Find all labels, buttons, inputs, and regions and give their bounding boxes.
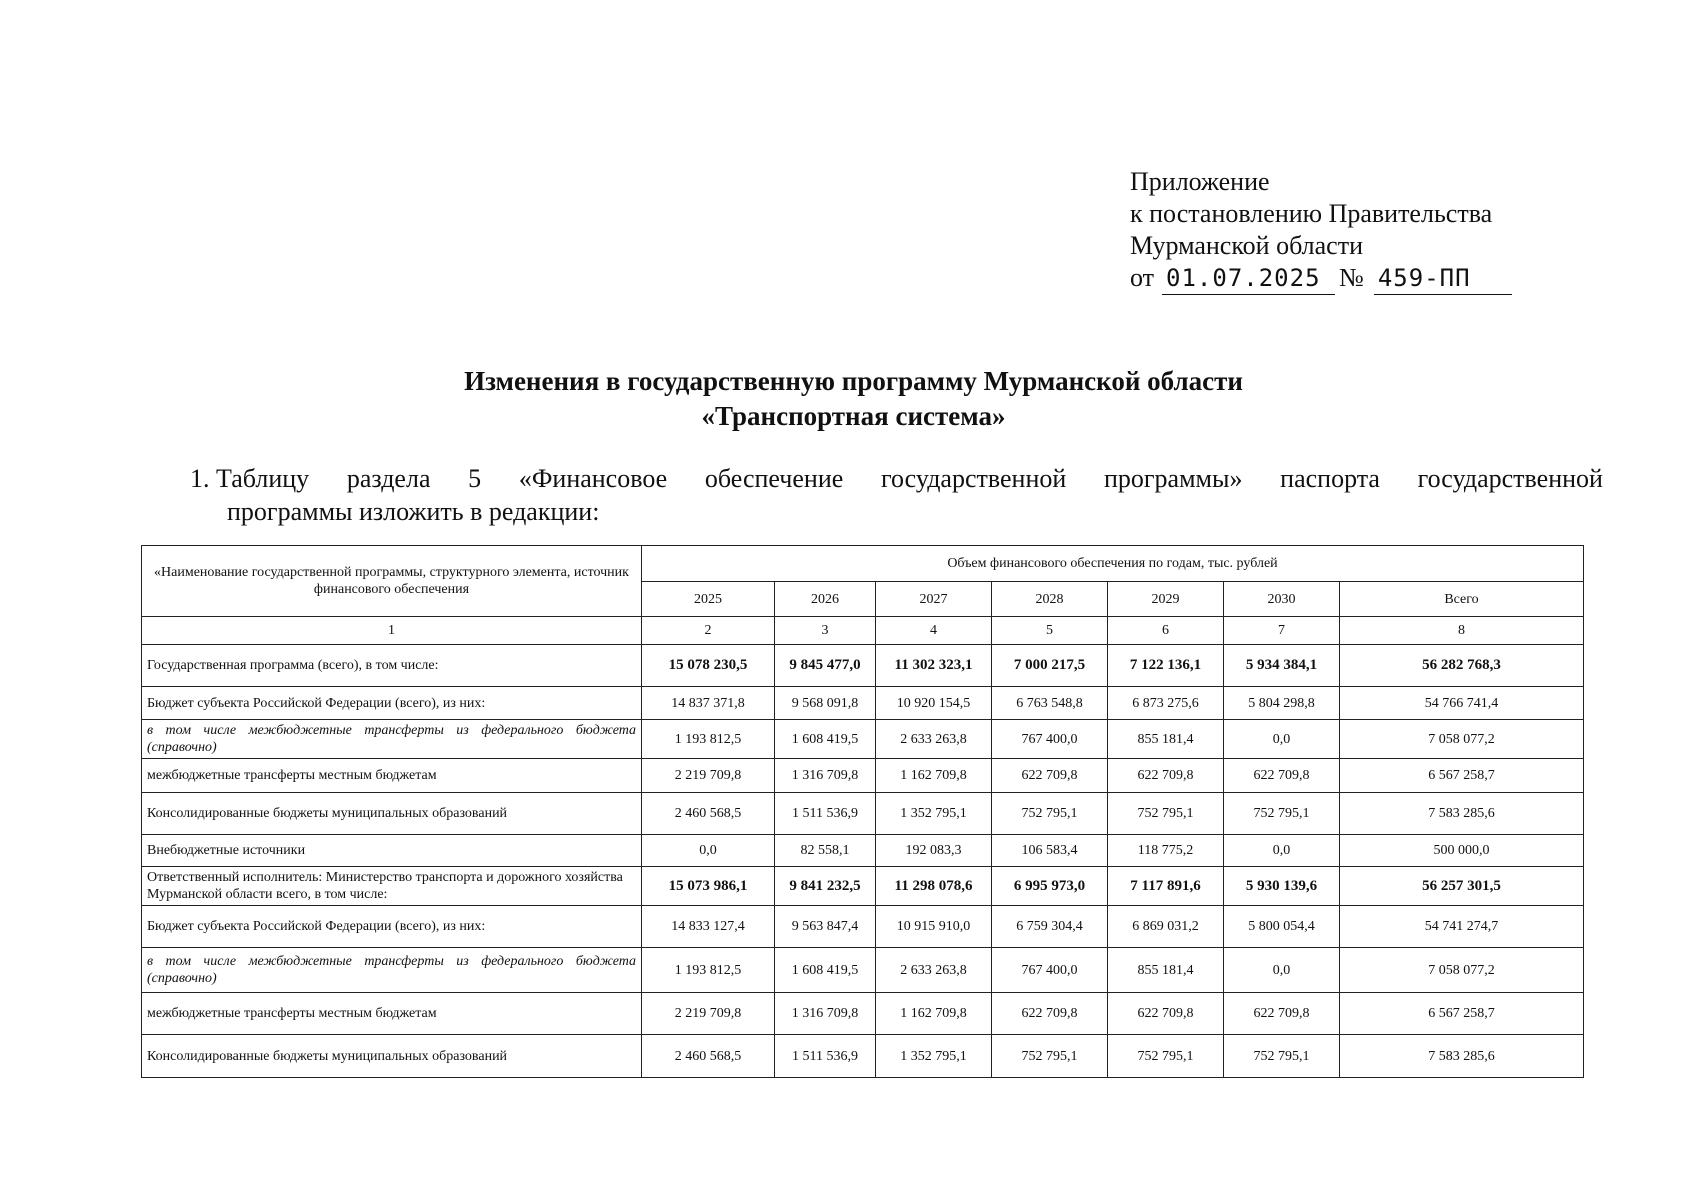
row-value-cell: 2 633 263,8: [876, 948, 992, 993]
header-name-cell: «Наименование государственной программы, структурного элемента, источник финансового обеспечения: [142, 546, 642, 617]
row-value-cell: 2 219 709,8: [642, 759, 775, 793]
row-value-cell: 7 583 285,6: [1340, 793, 1584, 835]
row-name-cell: Бюджет субъекта Российской Федерации (всего), из них:: [142, 906, 642, 948]
header-total: Всего: [1340, 582, 1584, 617]
appendix-block: [1130, 166, 1512, 295]
header-year-2025: 2025: [642, 582, 775, 617]
row-value-cell: 15 073 986,1: [642, 867, 775, 906]
col-number-6: 6: [1108, 617, 1224, 645]
row-value-cell: 0,0: [1224, 835, 1340, 867]
row-value-cell: 6 763 548,8: [992, 687, 1108, 720]
row-value-cell: 1 162 709,8: [876, 759, 992, 793]
row-value-cell: 9 841 232,5: [775, 867, 876, 906]
row-value-cell: 767 400,0: [992, 948, 1108, 993]
date-prefix: от: [1130, 263, 1155, 292]
row-value-cell: 82 558,1: [775, 835, 876, 867]
table-row: [142, 948, 1584, 993]
row-name-cell: Ответственный исполнитель: Министерство транспорта и дорожного хозяйства Мурманской области всего, в том числе:: [142, 867, 642, 906]
intro-word: обеспечение: [704, 464, 844, 493]
row-value-cell: 14 837 371,8: [642, 687, 775, 720]
header-year-2027: 2027: [876, 582, 992, 617]
intro-word: государственной: [880, 464, 1067, 493]
row-value-cell: 11 298 078,6: [876, 867, 992, 906]
row-value-cell: 9 845 477,0: [775, 645, 876, 687]
row-name-cell: Консолидированные бюджеты муниципальных образований: [142, 1035, 642, 1078]
row-value-cell: 1 352 795,1: [876, 793, 992, 835]
row-value-cell: 0,0: [642, 835, 775, 867]
header-year-2029: 2029: [1108, 582, 1224, 617]
financing-table: [141, 545, 1584, 1078]
intro-word: 1. Таблицу: [190, 464, 310, 493]
row-value-cell: 2 219 709,8: [642, 993, 775, 1035]
row-name-cell: межбюджетные трансферты местным бюджетам: [142, 993, 642, 1035]
number-sign: №: [1339, 263, 1364, 292]
col-number-1: 1: [142, 617, 642, 645]
row-value-cell: 10 915 910,0: [876, 906, 992, 948]
header-volume-cell: Объем финансового обеспечения по годам, тыс. рублей: [642, 546, 1584, 582]
row-value-cell: 2 633 263,8: [876, 720, 992, 759]
document-title: [0, 364, 1707, 434]
row-value-cell: 1 316 709,8: [775, 993, 876, 1035]
row-name-cell: Консолидированные бюджеты муниципальных образований: [142, 793, 642, 835]
row-value-cell: 9 568 091,8: [775, 687, 876, 720]
col-number-4: 4: [876, 617, 992, 645]
table-row: [142, 867, 1584, 906]
header-year-2028: 2028: [992, 582, 1108, 617]
col-number-3: 3: [775, 617, 876, 645]
row-name-cell: в том числе межбюджетные трансферты из федерального бюджета (справочно): [142, 720, 642, 759]
row-value-cell: 855 181,4: [1108, 720, 1224, 759]
row-value-cell: 6 869 031,2: [1108, 906, 1224, 948]
table-row: [142, 759, 1584, 793]
row-value-cell: 14 833 127,4: [642, 906, 775, 948]
row-value-cell: 622 709,8: [992, 993, 1108, 1035]
title-line-2: «Транспортная система»: [701, 401, 1006, 431]
row-value-cell: 56 282 768,3: [1340, 645, 1584, 687]
row-value-cell: 752 795,1: [992, 1035, 1108, 1078]
col-number-5: 5: [992, 617, 1108, 645]
row-value-cell: 7 117 891,6: [1108, 867, 1224, 906]
intro-word: 5: [468, 464, 482, 493]
row-name-cell: Государственная программа (всего), в том числе:: [142, 645, 642, 687]
col-number-8: 8: [1340, 617, 1584, 645]
row-value-cell: 1 511 536,9: [775, 1035, 876, 1078]
row-value-cell: 10 920 154,5: [876, 687, 992, 720]
row-value-cell: 7 000 217,5: [992, 645, 1108, 687]
row-value-cell: 106 583,4: [992, 835, 1108, 867]
row-value-cell: 1 511 536,9: [775, 793, 876, 835]
intro-word: паспорта: [1280, 464, 1380, 493]
table-row: [142, 993, 1584, 1035]
row-value-cell: 752 795,1: [1108, 793, 1224, 835]
row-value-cell: 752 795,1: [1224, 793, 1340, 835]
header-year-2026: 2026: [775, 582, 876, 617]
resolution-date: 01.07.2025: [1162, 262, 1335, 295]
table-row: [142, 793, 1584, 835]
row-value-cell: 0,0: [1224, 948, 1340, 993]
row-value-cell: 0,0: [1224, 720, 1340, 759]
row-value-cell: 15 078 230,5: [642, 645, 775, 687]
row-value-cell: 11 302 323,1: [876, 645, 992, 687]
row-name-cell: Бюджет субъекта Российской Федерации (всего), из них:: [142, 687, 642, 720]
row-value-cell: 1 316 709,8: [775, 759, 876, 793]
row-value-cell: 6 567 258,7: [1340, 759, 1584, 793]
col-number-2: 2: [642, 617, 775, 645]
row-value-cell: 1 193 812,5: [642, 720, 775, 759]
row-value-cell: 7 583 285,6: [1340, 1035, 1584, 1078]
appendix-line-3: Мурманской области: [1130, 231, 1363, 260]
intro-word: государственной: [1417, 464, 1603, 493]
table-row: [142, 906, 1584, 948]
row-value-cell: 767 400,0: [992, 720, 1108, 759]
row-value-cell: 5 800 054,4: [1224, 906, 1340, 948]
row-value-cell: 6 995 973,0: [992, 867, 1108, 906]
row-value-cell: 6 567 258,7: [1340, 993, 1584, 1035]
row-value-cell: 5 930 139,6: [1224, 867, 1340, 906]
intro-line-1: [190, 462, 1603, 495]
row-value-cell: 752 795,1: [1108, 1035, 1224, 1078]
intro-word: программы»: [1103, 464, 1243, 493]
row-value-cell: 54 741 274,7: [1340, 906, 1584, 948]
row-value-cell: 5 934 384,1: [1224, 645, 1340, 687]
intro-paragraph: [190, 462, 1603, 528]
row-value-cell: 752 795,1: [992, 793, 1108, 835]
title-line-1: Изменения в государственную программу Мурманской области: [464, 366, 1243, 396]
row-name-cell: Внебюджетные источники: [142, 835, 642, 867]
row-value-cell: 56 257 301,5: [1340, 867, 1584, 906]
row-value-cell: 7 058 077,2: [1340, 720, 1584, 759]
row-value-cell: 2 460 568,5: [642, 793, 775, 835]
row-value-cell: 2 460 568,5: [642, 1035, 775, 1078]
appendix-line-1: Приложение: [1130, 167, 1270, 196]
row-value-cell: 1 162 709,8: [876, 993, 992, 1035]
table-row: [142, 1035, 1584, 1078]
header-year-2030: 2030: [1224, 582, 1340, 617]
table-row: [142, 835, 1584, 867]
row-value-cell: 1 193 812,5: [642, 948, 775, 993]
table-row: [142, 687, 1584, 720]
table-row: [142, 720, 1584, 759]
row-value-cell: 9 563 847,4: [775, 906, 876, 948]
intro-line-2: программы изложить в редакции:: [227, 497, 600, 526]
row-value-cell: 5 804 298,8: [1224, 687, 1340, 720]
appendix-line-2: к постановлению Правительства: [1130, 199, 1493, 228]
row-value-cell: 7 058 077,2: [1340, 948, 1584, 993]
row-value-cell: 1 608 419,5: [775, 720, 876, 759]
row-value-cell: 54 766 741,4: [1340, 687, 1584, 720]
col-number-7: 7: [1224, 617, 1340, 645]
row-value-cell: 6 873 275,6: [1108, 687, 1224, 720]
row-value-cell: 752 795,1: [1224, 1035, 1340, 1078]
intro-word: раздела: [346, 464, 431, 493]
row-value-cell: 7 122 136,1: [1108, 645, 1224, 687]
resolution-number: 459-ПП: [1374, 262, 1512, 295]
row-value-cell: 855 181,4: [1108, 948, 1224, 993]
row-value-cell: 622 709,8: [1224, 993, 1340, 1035]
row-value-cell: 500 000,0: [1340, 835, 1584, 867]
row-name-cell: в том числе межбюджетные трансферты из федерального бюджета (справочно): [142, 948, 642, 993]
row-value-cell: 622 709,8: [1224, 759, 1340, 793]
row-value-cell: 622 709,8: [1108, 993, 1224, 1035]
row-value-cell: 622 709,8: [992, 759, 1108, 793]
table-row: [142, 645, 1584, 687]
intro-word: «Финансовое: [518, 464, 668, 493]
row-value-cell: 192 083,3: [876, 835, 992, 867]
row-value-cell: 118 775,2: [1108, 835, 1224, 867]
row-value-cell: 1 608 419,5: [775, 948, 876, 993]
row-value-cell: 622 709,8: [1108, 759, 1224, 793]
row-value-cell: 1 352 795,1: [876, 1035, 992, 1078]
row-value-cell: 6 759 304,4: [992, 906, 1108, 948]
row-name-cell: межбюджетные трансферты местным бюджетам: [142, 759, 642, 793]
appendix-date-number-line: [1130, 262, 1512, 295]
